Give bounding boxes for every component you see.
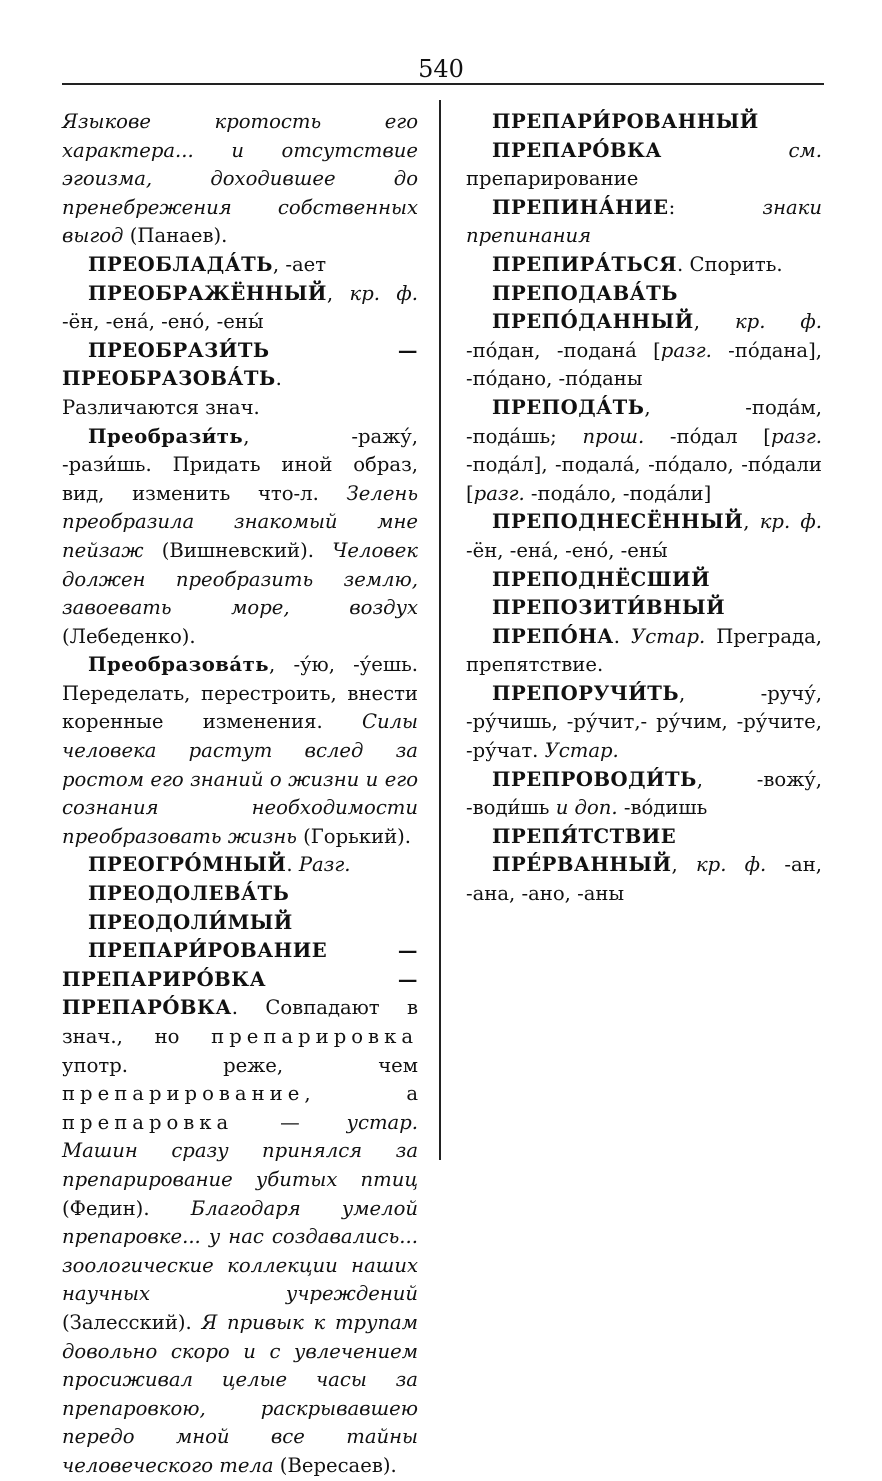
entry-prepodnesenny: [466, 508, 822, 565]
forms: , -вожу́, -води́шь: [466, 767, 822, 820]
quote: Машин сразу принялся за препарирование убитых птиц: [62, 1139, 418, 1191]
headword: ПРЕ́РВАННЫЙ: [492, 853, 672, 877]
headword: ПРЕПИНА́НИЕ: [492, 195, 669, 219]
forms: -пода́л], -подала́, -по́дало, -по́дали [: [466, 453, 822, 505]
entry-preobrazit: [62, 423, 418, 652]
forms: , -пода́м, -пода́шь;: [466, 395, 822, 448]
definition: . Совпадают в знач., но: [62, 996, 418, 1048]
entry-preparirovanie: [62, 937, 418, 1480]
forms: -по́дан, -подана́ [: [466, 338, 661, 362]
comma: ,: [326, 281, 334, 305]
forms: -ён, -ена́, -ено́, -ены́: [62, 310, 264, 334]
entry-prepona: [466, 623, 822, 680]
header-rule: [62, 83, 824, 85]
headword: ПРЕПОДНЁСШИЙ: [492, 567, 711, 591]
entry-preogromny: [62, 851, 418, 880]
entry-prepodanny: [466, 308, 822, 394]
grammar-mark: разг.: [660, 338, 712, 362]
forms: , -ручу́, -ру́чишь, -ру́чит,- ру́чим, -ру́чите, -ру́чат.: [466, 681, 822, 763]
spaced-term: препарирование: [62, 1082, 305, 1106]
headword: ПРЕПАРО́ВКА: [492, 138, 662, 162]
attribution: (Вересаев).: [273, 1453, 397, 1477]
headword: ПРЕПАРИ́РОВАНИЕ — ПРЕПАРИРО́ВКА — ПРЕПАРО́ВКА: [62, 939, 418, 1020]
cross-reference: препарирование: [466, 167, 639, 191]
quote: Человек должен преобразить землю, завоевать море, воздух: [62, 538, 418, 620]
definition: , -у́ю, -у́ешь. Переделать, перестроить, внести коренные изменения.: [62, 653, 418, 734]
headword: Преобразова́ть: [88, 653, 270, 677]
headword: ПРЕПРОВОДИ́ТЬ: [492, 767, 697, 791]
headword: ПРЕПОДА́ТЬ: [492, 395, 645, 419]
headword: ПРЕОДОЛИ́МЫЙ: [88, 910, 293, 934]
entry-prepouchit: [466, 680, 822, 766]
headword: Преобрази́ть: [88, 424, 244, 448]
attribution: (Залесский).: [62, 1310, 202, 1334]
grammar-mark: кр. ф.: [333, 281, 418, 305]
quote: Благодаря умелой препаровке... у нас создавались... зоологические коллекции наших научных учреждений: [62, 1196, 418, 1306]
quote: Я привык к трупам довольно скоро и с увлечением просиживал целые часы за препаровкою, раскрывавшею передо мной все тайны человеческого тела: [62, 1310, 418, 1477]
spaced-term: препаровка: [62, 1110, 234, 1134]
grammar-mark: устар.: [346, 1110, 418, 1134]
forms: -во́дишь: [617, 796, 708, 820]
grammar-mark: кр. ф.: [699, 310, 822, 334]
entry-preodolevat: [62, 880, 418, 909]
example: знаки препинания: [466, 195, 822, 248]
entry-preparirovanny: [466, 108, 822, 137]
definition: употр. реже, чем: [62, 1053, 418, 1077]
entry-preobrazovat: [62, 651, 418, 851]
comma: ,: [671, 853, 678, 877]
headword: ПРЕОДОЛЕВА́ТЬ: [88, 882, 290, 906]
grammar-mark: Устар.: [544, 739, 619, 763]
headword: ПРЕПО́НА: [492, 624, 614, 648]
entry-prepodnesshiy: [466, 566, 822, 595]
punct: .: [613, 624, 632, 648]
definition: , а: [304, 1082, 418, 1106]
grammar-mark: разг.: [473, 481, 525, 505]
headword: ПРЕПОЗИТИ́ВНЫЙ: [492, 596, 726, 620]
right-column: [466, 108, 822, 909]
grammar-mark: и доп.: [555, 796, 618, 820]
headword: ПРЕОБРАЖЁННЫЙ: [88, 281, 327, 305]
page-number: 540: [418, 55, 464, 83]
headword: ПРЕПОДАВА́ТЬ: [492, 281, 678, 305]
entry-prepyatstvie: [466, 823, 822, 852]
headword: ПРЕПЯ́ТСТВИЕ: [492, 824, 677, 848]
entry-prepodavat: [466, 280, 822, 309]
grammar-mark: см.: [661, 138, 822, 162]
grammar-mark: кр. ф.: [677, 853, 767, 877]
grammar-mark: прош.: [582, 424, 645, 448]
forms: -пода́ло, -пода́ли]: [524, 481, 712, 505]
entry-prepodat: [466, 394, 822, 508]
quote: Силы человека растут вслед за ростом его знаний о жизни и его сознания необходимости преобразовать жизнь: [62, 710, 418, 848]
definition: . Различаются знач.: [62, 367, 282, 419]
entry-preobrazit-preobrazovat: [62, 337, 418, 423]
forms: -ён, -ена́, -ено́, -ены́: [466, 538, 668, 562]
entry-prepozitivny: [466, 594, 822, 623]
entry-preobrazhenny: [62, 280, 418, 337]
headword: ПРЕПОДНЕСЁННЫЙ: [492, 510, 744, 534]
grammar-mark: Устар.: [631, 624, 706, 648]
headword: ПРЕОБЛАДА́ТЬ: [88, 252, 273, 276]
forms: -по́дана], -по́дано, -по́даны: [466, 338, 822, 391]
entry-preparovka: [466, 137, 822, 194]
entry-prervanny: [466, 851, 822, 908]
punct: .: [286, 853, 299, 877]
definition: Преграда, препятствие.: [466, 624, 822, 677]
attribution: (Лебеденко).: [62, 624, 196, 648]
headword: ПРЕПОРУЧИ́ТЬ: [492, 681, 680, 705]
left-column: [62, 108, 418, 1481]
headword: ПРЕПО́ДАННЫЙ: [492, 310, 694, 334]
forms: -ан, -ана, -ано, -аны: [466, 853, 822, 906]
entry-preodolimy: [62, 909, 418, 938]
entry-preobladat: [62, 251, 418, 280]
entry-prepiratsya: [466, 251, 822, 280]
forms: , -ает: [272, 252, 327, 276]
quote: Зелень преобразила знакомый мне пейзаж: [62, 481, 418, 562]
quote: Языкове кротость его характера... и отсутствие эгоизма, доходившее до пренебрежения собственных выгод: [62, 110, 418, 248]
entry-continuation: [62, 108, 418, 251]
definition: . Спорить.: [677, 252, 783, 276]
grammar-mark: кр. ф.: [749, 510, 822, 534]
attribution: (Горький).: [296, 824, 412, 848]
attribution: (Федин).: [62, 1196, 191, 1220]
punct: :: [668, 195, 763, 219]
entry-preprovodit: [466, 766, 822, 823]
column-divider: [439, 100, 441, 1160]
grammar-mark: Разг.: [298, 853, 351, 877]
definition: —: [233, 1110, 347, 1134]
comma: ,: [693, 310, 700, 334]
headword: ПРЕПИРА́ТЬСЯ: [492, 252, 678, 276]
forms: -по́дал [: [644, 424, 771, 448]
definition: , -ражу́, -рази́шь. Придать иной образ, вид, изменить что-л.: [62, 424, 418, 505]
headword: ПРЕОБРАЗИ́ТЬ — ПРЕОБРАЗОВА́ТЬ: [62, 338, 418, 391]
spaced-term: препарировка: [211, 1025, 418, 1048]
attribution: (Панаев).: [123, 224, 228, 248]
headword: ПРЕПАРИ́РОВАННЫЙ: [492, 110, 759, 133]
attribution: (Вишневский).: [143, 538, 333, 562]
comma: ,: [743, 510, 750, 534]
grammar-mark: разг.: [770, 424, 822, 448]
entry-prepinanie: [466, 194, 822, 251]
headword: ПРЕОГРО́МНЫЙ: [88, 853, 287, 877]
